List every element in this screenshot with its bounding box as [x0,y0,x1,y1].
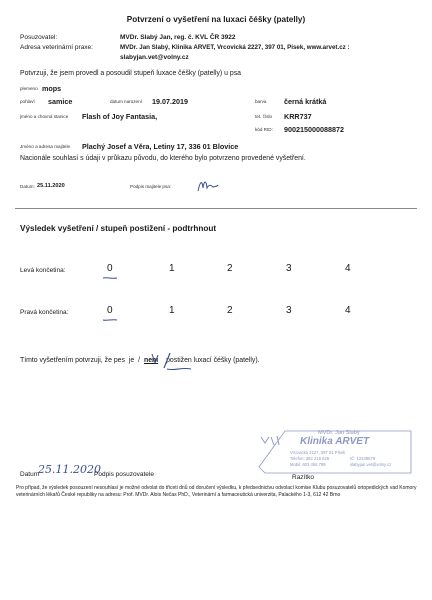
statement-prefix: Tímto vyšetřením potvrzuji, že pes [20,357,125,364]
vet-label: Posuzovatel: [20,34,58,41]
right-grade-4[interactable]: 4 [345,305,351,316]
option-no[interactable]: není [144,357,159,364]
chip-value: 900215000088872 [284,125,344,134]
right-grade-3[interactable]: 3 [286,305,292,316]
statement-line [20,357,260,364]
consent-text: Nacionále souhlasí s údaji v průkazu původu, do kterého bylo potvrzeno provedené vyšetření. [20,155,306,162]
owner-signature-mark [196,176,220,194]
vet-address-label: Adresa veterinární praxe: [20,44,93,51]
left-grade-3[interactable]: 3 [286,263,292,274]
stamp-line7: slabyjan.vet@volny.cz [350,462,392,467]
divider [15,208,417,209]
vet-address-line2: slabyjan.vet@volny.cz [120,54,189,61]
right-leg-label: Pravá končetina: [20,309,69,316]
left-grade-1[interactable]: 1 [169,263,175,274]
right-grade-2[interactable]: 2 [227,305,233,316]
stamp-line6: IČ: 12345678 [350,456,376,461]
stamp-line2: Klinika ARVET [300,436,370,447]
dob-label: datum narození [110,99,142,104]
owner-label: Jméno a adresa majitele [20,144,71,149]
breed-value: mops [42,84,62,93]
option-separator: / [138,357,141,364]
sex-label: pohlaví [20,99,35,104]
vet-address-line1: MVDr. Jan Slabý, Klinika ARVET, Vrcovická 2227, 397 01, Písek, www.arvet.cz : [120,44,350,51]
page-title: Potvrzení o vyšetření na luxaci čéšky (patelly) [126,15,306,24]
owner-value: Plachý Josef a Věra, Letiny 17, 336 01 Blovice [82,142,239,151]
statement-suffix: postižen luxací čéšky (patelly). [166,357,260,364]
name-value: Flash of Joy Fantasia, [82,112,158,121]
footer-date-label: Datum [20,471,40,478]
color-label: barva [255,99,267,104]
stamp-line3: Vrcovická 2227, 397 01 Písek [290,450,346,455]
left-grade-0-underline [102,276,118,280]
stamp-line5: Mobil: 603 456 789 [290,462,326,467]
left-leg-label: Levá končetina: [20,267,66,274]
tattoo-label: tet. číslo [255,114,273,119]
stamp-line4: Telefon: 382 218 628 [290,456,330,461]
right-grade-1[interactable]: 1 [169,305,175,316]
footer-date-value: 25.11.2020 [38,463,101,476]
vet-value: MVDr. Slabý Jan, reg. č. KVL ČR 3922 [120,34,236,41]
chip-label: kód RID: [255,127,273,132]
tattoo-value: KRR737 [284,112,312,121]
option-no-underline [166,366,192,372]
footer-signature-label: Podpis posuzovatele [94,471,154,478]
left-grade-0[interactable]: 0 [107,263,113,274]
dob-value: 19.07.2019 [152,97,188,106]
right-grade-0-underline [102,318,118,322]
owner-signature-label: Podpis majitele psa: [130,184,172,189]
appeal-note-line2: veterinárních lékařů České republiky na adresu: Prof. MVDr. Alois Nečas PhD., Veterinární a farmaceutická univerzita, Palackého 1-3, 612 42 Brno [16,492,341,498]
results-heading: Výsledek vyšetření / stupeň postižení - podtrhnout [20,224,217,233]
color-value: černá krátká [284,97,327,106]
exam-date-value: 25.11.2020 [37,183,65,189]
exam-date-label: Datum: [20,184,35,189]
left-grade-4[interactable]: 4 [345,263,351,274]
left-grade-2[interactable]: 2 [227,263,233,274]
appeal-note-line1: Pro případ, že výsledek posouzení nesouhlasí je možné odvolat do třiceti dnů od doručení výsledku, k předsednictvu odvolací komise Klubu posuzovatelů ortopedických vad Komory [16,485,417,491]
intro-text: Potvrzuji, že jsem provedl a posoudil stupeň luxace čéšky (patelly) u psa [20,70,241,77]
breed-label: plemeno [20,86,38,91]
sex-value: samice [48,97,73,106]
stamp-line1: MVDr. Jan Slabý [318,430,360,436]
name-label: jméno a chovná stanice [20,114,69,119]
option-yes[interactable]: je [128,357,135,364]
right-grade-0[interactable]: 0 [107,305,113,316]
stamp-label: Razítko [292,474,315,481]
